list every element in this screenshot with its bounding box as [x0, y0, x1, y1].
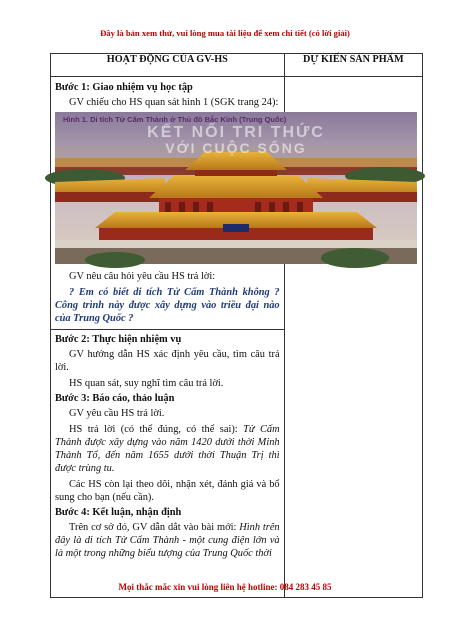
step-3-answer: Tử Cấm Thành được xây dựng vào năm 1420 dưới thời Minh Thành Tổ, đến năm 1655 dưới thời Thuận Trị thì được trùng tu.	[55, 424, 280, 474]
step-4-title: Bước 4: Kết luận, nhận định	[55, 507, 182, 518]
step-1-instruction: GV nêu câu hỏi yêu cầu HS trả lời:	[69, 271, 216, 282]
step-4-lead: Trên cơ sở đó, GV dẫn dắt vào bài mới:	[69, 522, 240, 533]
step-3-title: Bước 3: Báo cáo, thảo luận	[55, 393, 175, 404]
step-3-text-3: Các HS còn lại theo dõi, nhận xét, đánh giá và bổ sung cho bạn (nếu cần).	[55, 479, 280, 503]
step-2-text-2: HS quan sát, suy nghĩ tìm câu trả lời.	[69, 378, 224, 389]
step-3-text-2	[55, 423, 280, 475]
step-1-title: Bước 1: Giao nhiệm vụ học tập	[55, 82, 193, 93]
divider	[51, 329, 284, 330]
step-1-question: ? Em có biết di tích Tử Cấm Thành không ? Công trình này được xây dựng vào triều đại nào của Trung Quốc ?	[55, 287, 280, 324]
step-4-text-1	[55, 521, 280, 560]
header-product: DỰ KIẾN SẢN PHẨM	[284, 54, 422, 77]
forbidden-city-image	[55, 112, 417, 264]
watermark-line-2: VỚI CUỘC SỐNG	[165, 140, 307, 156]
step-3-answer-lead: HS trả lời (có thể đúng, có thể sai):	[69, 424, 244, 435]
step-2-text-1: GV hướng dẫn HS xác định yêu cầu, tìm câu trả lời.	[55, 349, 280, 373]
image-caption: Hình 1. Di tích Tử Cấm Thành ở Thủ đô Bắc Kinh (Trung Quốc)	[63, 115, 287, 124]
preview-banner: Đây là bản xem thử, vui lòng mua tài liệu để xem chi tiết (có lời giải)	[100, 28, 350, 38]
activity-cell	[51, 77, 325, 598]
header-activity: HOẠT ĐỘNG CỦA GV-HS	[51, 54, 285, 77]
step-1-intro: GV chiếu cho HS quan sát hình 1 (SGK trang 24):	[69, 97, 279, 108]
watermark-line-1: KẾT NỐI TRI THỨC	[147, 124, 325, 141]
lesson-plan-table	[50, 53, 423, 598]
step-2-title: Bước 2: Thực hiện nhiệm vụ	[55, 334, 182, 345]
palace-sign	[223, 224, 249, 232]
hotline-banner: Mọi thắc mắc xin vui lòng liên hệ hotline: 084 283 45 85	[118, 582, 332, 592]
step-4-italic: Hình trên đây là di tích Tử Cấm Thành - một cung điện lớn và là một trong những biểu tượng của Trung Quốc thời	[55, 522, 280, 559]
step-3-text-1: GV yêu cầu HS trả lời.	[69, 408, 165, 419]
